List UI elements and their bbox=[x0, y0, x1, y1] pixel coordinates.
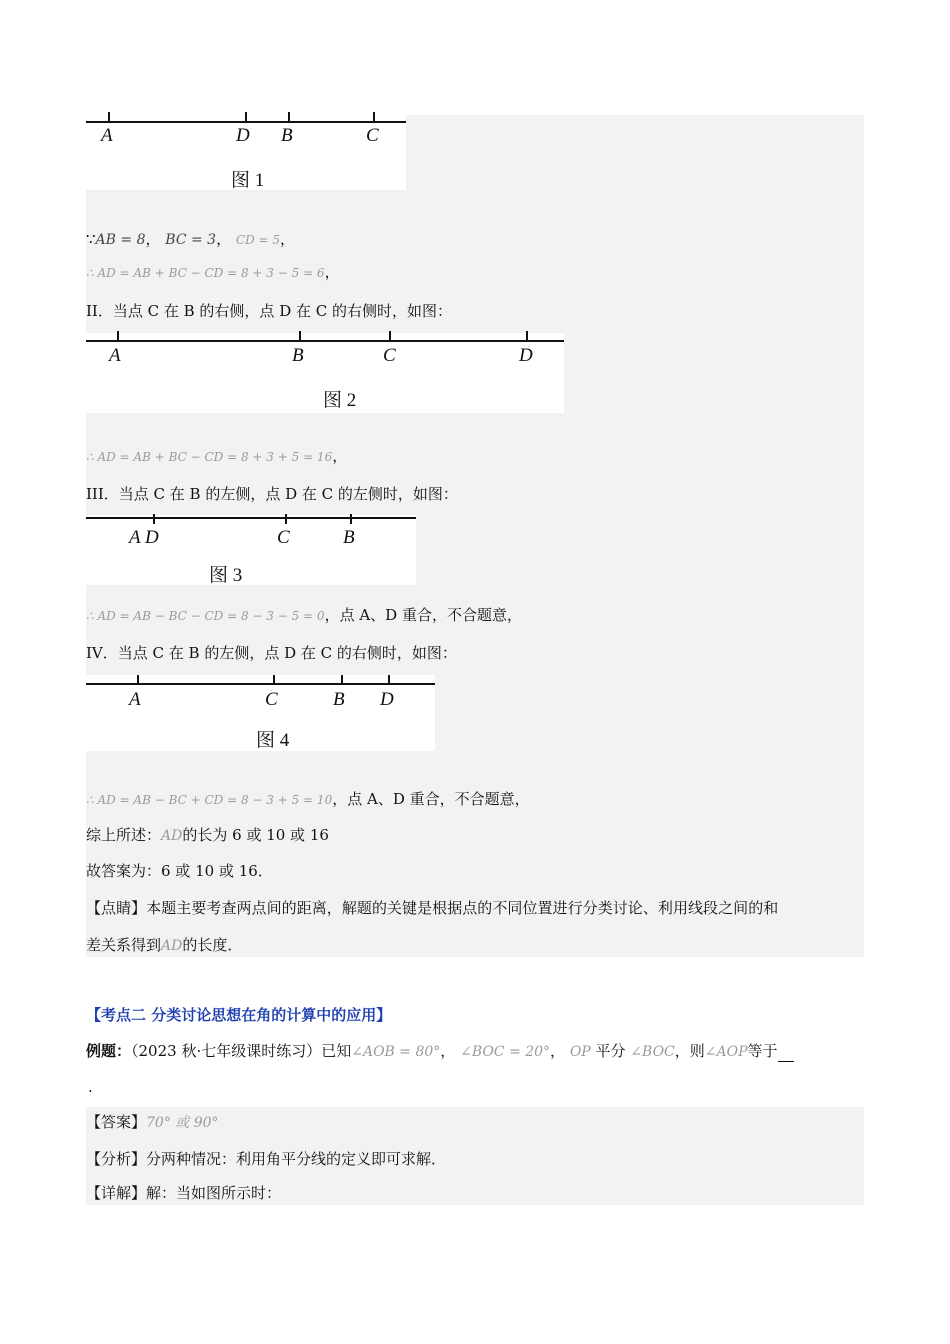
case-3-text: III．当点 C 在 B 的左侧，点 D 在 C 的左侧时，如图： bbox=[86, 485, 458, 503]
calc-line-2: ∴ AD = AB + BC − CD = 8 + 3 + 5 = 16， bbox=[86, 447, 348, 465]
summary-line: 综上所述：AD的长为 6 或 10 或 16 bbox=[86, 826, 329, 844]
figure-caption: 图 3 bbox=[209, 565, 243, 586]
figure-4 bbox=[86, 675, 435, 751]
point-label: D bbox=[380, 689, 394, 710]
calc-line-1: ∴ AD = AB + BC − CD = 8 + 3 − 5 = 6， bbox=[86, 263, 340, 281]
example-period: . bbox=[88, 1078, 93, 1096]
final-answer: 故答案为：6 或 10 或 16． bbox=[86, 862, 273, 880]
section-heading: 【考点二 分类讨论思想在角的计算中的应用】 bbox=[86, 1006, 392, 1024]
figure-2 bbox=[86, 333, 564, 413]
figure-1 bbox=[86, 115, 406, 190]
figure-3 bbox=[86, 515, 416, 585]
point-label: A bbox=[109, 345, 121, 366]
point-label: A bbox=[129, 689, 141, 710]
calc-line-3: ∴ AD = AB − BC − CD = 8 − 3 − 5 = 0，点 A、D 重合，不合题意， bbox=[86, 606, 522, 624]
given-line: ∵AB = 8， BC = 3， CD = 5， bbox=[86, 230, 296, 248]
calc-line-4: ∴ AD = AB − BC + CD = 8 − 3 + 5 = 10，点 A、D 重合，不合题意， bbox=[86, 790, 530, 808]
case-2-text: II．当点 C 在 B 的右侧，点 D 在 C 的右侧时，如图： bbox=[86, 302, 453, 320]
point-label: C bbox=[265, 689, 278, 710]
case-4-text: IV．当点 C 在 B 的左侧，点 D 在 C 的右侧时，如图： bbox=[86, 644, 457, 662]
comment-line-1: 【点睛】本题主要考查两点间的距离，解题的关键是根据点的不同位置进行分类讨论、利用线段之间的和 bbox=[86, 899, 779, 917]
point-label: B bbox=[343, 527, 355, 548]
point-label: D bbox=[236, 125, 250, 146]
point-label: B bbox=[281, 125, 293, 146]
figure-caption: 图 4 bbox=[256, 730, 290, 751]
figure-caption: 图 2 bbox=[323, 390, 357, 411]
point-label: B bbox=[292, 345, 304, 366]
analysis-line: 【分析】分两种情况：利用角平分线的定义即可求解． bbox=[86, 1150, 447, 1168]
point-label: C bbox=[383, 345, 396, 366]
point-label: A bbox=[101, 125, 113, 146]
answer-line: 【答案】70° 或 90° bbox=[86, 1113, 219, 1131]
comment-line-2: 差关系得到AD的长度． bbox=[86, 936, 243, 954]
point-label: C bbox=[366, 125, 379, 146]
figure-caption: 图 1 bbox=[231, 170, 265, 191]
point-label: B bbox=[333, 689, 345, 710]
detail-line: 【详解】解：当如图所示时： bbox=[86, 1184, 282, 1202]
point-label: C bbox=[277, 527, 290, 548]
example-line: 例题：（2023 秋·七年级课时练习）已知∠AOB = 80°， ∠BOC = 20°， OP 平分 ∠BOC，则∠AOP等于 bbox=[86, 1041, 794, 1062]
answer-blank[interactable] bbox=[778, 1047, 794, 1062]
point-label: A D bbox=[129, 527, 159, 548]
point-label: D bbox=[519, 345, 533, 366]
